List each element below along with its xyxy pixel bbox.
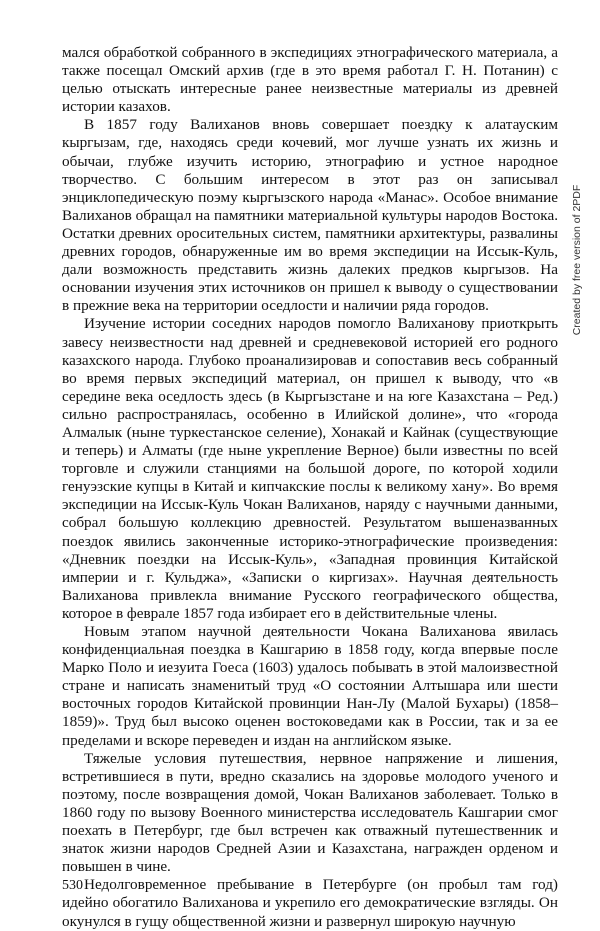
watermark-text: Created by free version of 2PDF <box>571 184 583 336</box>
page-body-text <box>62 44 558 931</box>
paragraph-4: Новым этапом научной деятельности Чокана Валиханова явилась конфиденциальная поездка в Кашгарию в 1858 году, когда впервые после Марко Поло и иезуита Гоеса (1603) удалось побывать в этой малоизвестной стране и написать знаменитый труд «О состоянии Алтышара или шести восточных городов Китайской провинции Нан-Лу (Малой Бухары) (1858–1859)». Труд был высоко оценен востоковедами как в России, так и за ее пределами и вскоре переведен и издан на английском языке. <box>62 623 558 749</box>
watermark <box>568 175 586 345</box>
paragraph-1: мался обработкой собранного в экспедициях этнографического материала, а также посещал Омский архив (где в это время работал Г. Н. Потанин) с целью отыскать интересные ранее неизвестные материалы из древней истории казахов. <box>62 44 558 116</box>
page-number: 530 <box>62 878 83 893</box>
paragraph-2: В 1857 году Валиханов вновь совершает поездку к алатауским кыргызам, где, находясь среди кочевий, мог лучше узнать их жизнь и обычаи, глубже изучить историю, этнографию и устное народное творчество. С большим интересом в этот раз он записывал энциклопедическую поэму кыргызского народа «Манас». Особое внимание Валиханов обращал на памятники материальной культуры народов Востока. Остатки древних оросительных систем, памятники архитектуры, развалины древних городов, обнаруженные им во время экспедиции на Иссык-Куль, дали возможность представить жизнь далеких предков кыргызов. На основании изучения этих источников он пришел к выводу о существовании в прежние века на территории оседлости и наличии ряда городов. <box>62 116 558 315</box>
paragraph-5: Тяжелые условия путешествия, нервное напряжение и лишения, встретившиеся в пути, вредно сказались на здоровье молодого ученого и поэтому, после возвращения домой, Чокан Валиханов заболевает. Только в 1860 году по вызову Военного министерства исследователь Кашгарии смог поехать в Петербург, где был встречен как отважный путешественник и знаток жизни народов Средней Азии и Казахстана, награжден орденом и повышен в чине. <box>62 749 558 876</box>
paragraph-3: Изучение истории соседних народов помогло Валиханову приоткрыть завесу неизвестности над древней и средневековой историей его родного казахского народа. Глубоко проанализировав и сопоставив весь собранный во время первых экспедиций материал, он пришел к выводу, что «в середине века оседлость здесь (в Кыргызстане и на юге Казахстана – Ред.) сильно распространялась, особенно в Илийской долине», что «города Алмалык (ныне туркестанское селение), Хонакай и Кайнак (существующие и теперь) и Алматы (где ныне укрепление Верное) были известны по всей торговле и служили станциями на большой дороге, по которой ходили генуэзские купцы в Китай и кипчакские послы к великому хану». Во время экспедиции на Иссык-Куль Чокан Валиханов, наряду с научными данными, собрал большую коллекцию древностей. Результатом вышеназванных поездок явились законченные историко-этнографические произведения: «Дневник поездки на Иссык-Куль», «Западная провинция Китайской империи и г. Кульджа», «Записки о киргизах». Научная деятельность Валиханова привлекла внимание Русского географического общества, которое в феврале 1857 года избирает его в действительные члены. <box>62 315 558 622</box>
paragraph-6: Недолговременное пребывание в Петербурге (он пробыл там год) идейно обогатило Валиханова и укрепило его демократические взгляды. Он окунулся в гущу общественной жизни и развернул широкую научную <box>62 876 558 930</box>
